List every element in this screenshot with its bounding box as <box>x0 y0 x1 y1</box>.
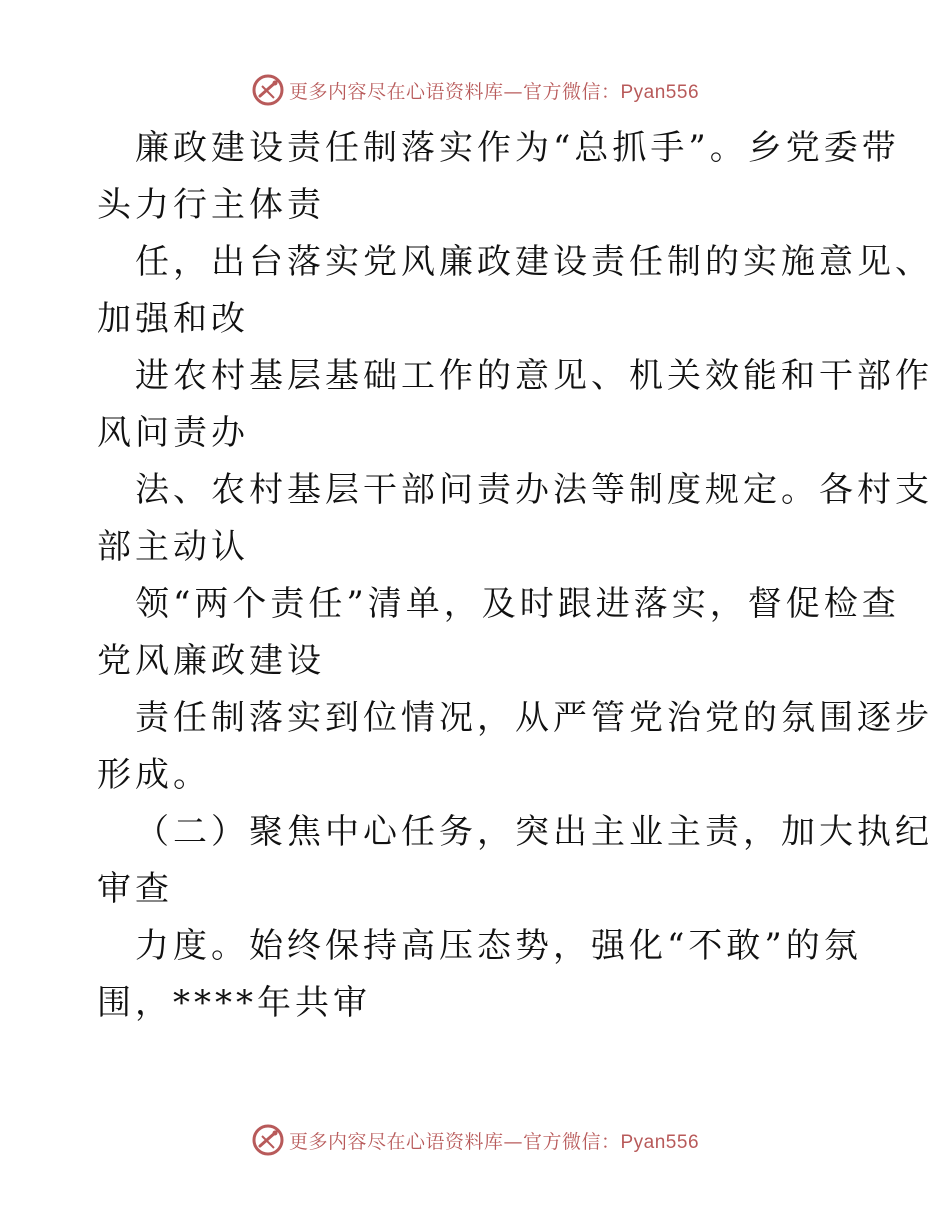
text-line: 党风廉政建设 <box>97 641 325 681</box>
text-line: 廉政建设责任制落实作为“总抓手”。乡党委带 <box>135 128 900 168</box>
text-line: 进农村基层基础工作的意见、机关效能和干部作 <box>135 356 933 396</box>
seal-logo-icon <box>251 73 285 107</box>
text-line: 头力行主体责 <box>97 185 325 225</box>
watermark-text: 更多内容尽在心语资料库—官方微信：Pyan556 <box>288 80 700 103</box>
text-line: 加强和改 <box>97 299 249 339</box>
text-line: 审查 <box>97 869 173 909</box>
text-line: （二）聚焦中心任务，突出主业主责，加大执纪 <box>135 812 933 852</box>
text-line: 风问责办 <box>97 413 249 453</box>
seal-logo-icon <box>251 1123 285 1157</box>
text-line: 部主动认 <box>97 527 249 567</box>
text-line: 围，****年共审 <box>97 983 371 1023</box>
text-line: 形成。 <box>97 755 211 795</box>
text-line: 任，出台落实党风廉政建设责任制的实施意见、 <box>135 242 933 282</box>
document-body <box>97 120 933 1032</box>
text-line: 法、农村基层干部问责办法等制度规定。各村支 <box>135 470 933 510</box>
text-line: 力度。始终保持高压态势，强化“不敢”的氛 <box>135 926 862 966</box>
text-line: 领“两个责任”清单，及时跟进落实，督促检查 <box>135 584 900 624</box>
watermark-text: 更多内容尽在心语资料库—官方微信：Pyan556 <box>288 1130 700 1153</box>
text-line: 责任制落实到位情况，从严管党治党的氛围逐步 <box>135 698 933 738</box>
footer-watermark <box>0 1120 950 1160</box>
header-watermark <box>0 70 950 110</box>
